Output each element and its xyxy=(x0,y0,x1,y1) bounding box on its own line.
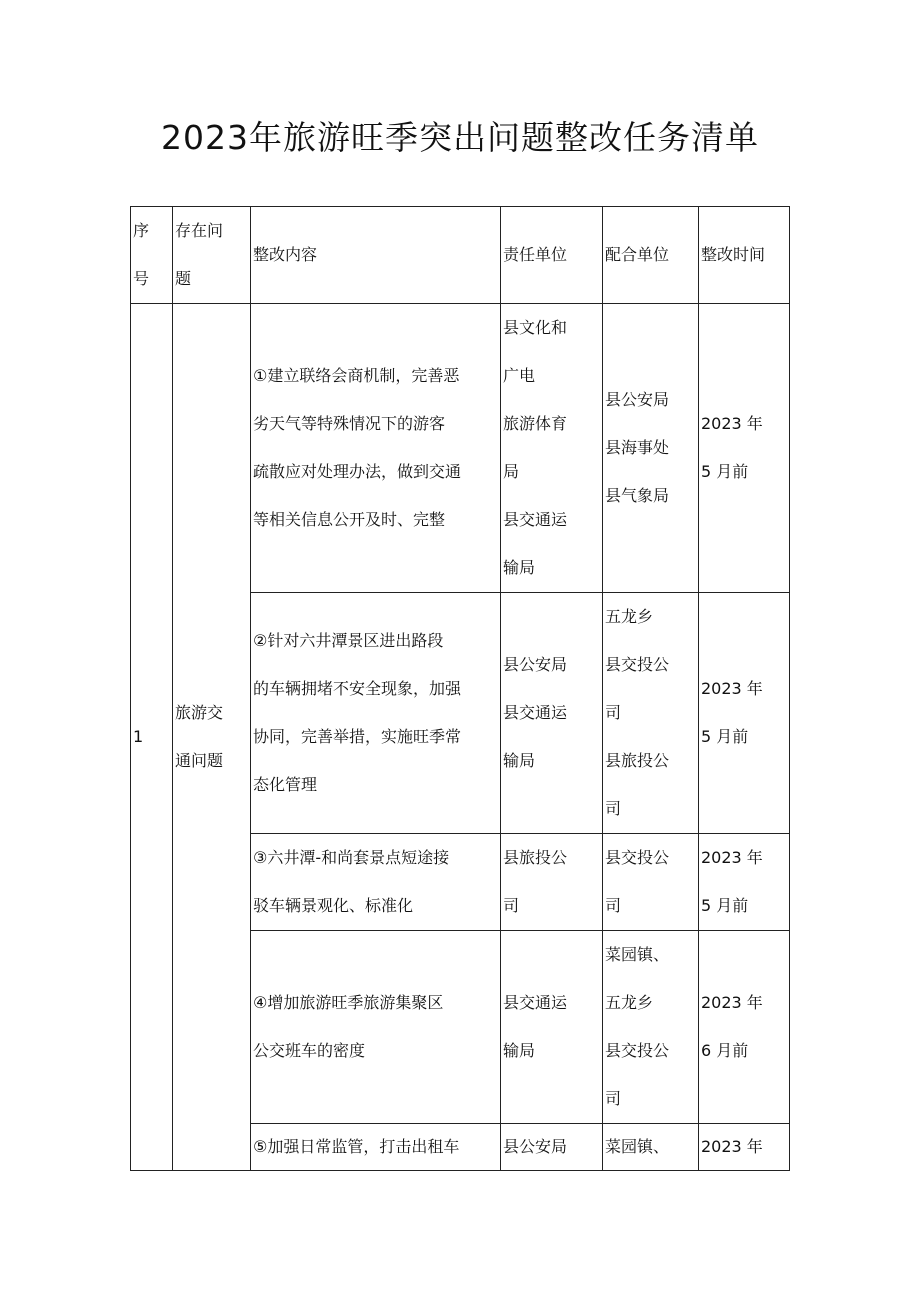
responsible-lines xyxy=(503,846,600,918)
cell-line: 序 xyxy=(133,221,150,240)
header-issue-lines xyxy=(175,219,248,291)
content-cell xyxy=(251,1124,501,1171)
cell-line: 2023 年 xyxy=(701,1137,763,1156)
cell-line: 配合单位 xyxy=(605,245,670,264)
header-cooperate-lines xyxy=(605,243,696,267)
deadline-cell xyxy=(699,1124,790,1171)
deadline-cell xyxy=(699,834,790,931)
cell-line: 局 xyxy=(503,462,520,481)
responsible-cell xyxy=(501,304,603,593)
cell-line: 司 xyxy=(503,896,520,915)
cell-line: 广电 xyxy=(503,366,536,385)
cell-line: 县交投公 xyxy=(605,655,670,674)
cooperate-lines xyxy=(605,388,696,508)
cell-line: 劣天气等特殊情况下的游客 xyxy=(253,414,446,433)
cell-line: 司 xyxy=(605,703,622,722)
cell-line: 5 月前 xyxy=(701,462,749,481)
cell-line: 县公安局 xyxy=(503,655,568,674)
content-cell xyxy=(251,834,501,931)
cell-line: 责任单位 xyxy=(503,245,568,264)
deadline-cell xyxy=(699,593,790,834)
cell-line: 县交投公 xyxy=(605,848,670,867)
cell-line: 菜园镇、 xyxy=(605,1137,670,1156)
cooperate-lines xyxy=(605,1135,696,1159)
header-seq-lines xyxy=(133,219,170,291)
cell-line: 2023 年 xyxy=(701,848,763,867)
cooperate-lines xyxy=(605,846,696,918)
responsible-lines xyxy=(503,653,600,773)
deadline-lines xyxy=(701,991,787,1063)
responsible-lines xyxy=(503,316,600,580)
deadline-lines xyxy=(701,412,787,484)
content-lines xyxy=(253,364,498,532)
cell-line: 2023 年 xyxy=(701,993,763,1012)
cooperate-lines xyxy=(605,943,696,1111)
header-row xyxy=(131,207,790,304)
cell-line: 驳车辆景观化、标准化 xyxy=(253,896,414,915)
cell-line: 通问题 xyxy=(175,751,224,770)
content-lines xyxy=(253,629,498,797)
header-cooperate xyxy=(603,207,699,304)
header-deadline-lines xyxy=(701,243,787,267)
deadline-cell xyxy=(699,931,790,1124)
cell-line: 县旅投公 xyxy=(605,751,670,770)
header-seq xyxy=(131,207,173,304)
cell-line: 旅游交 xyxy=(175,703,224,722)
cell-line: 存在问 xyxy=(175,221,224,240)
content-cell xyxy=(251,931,501,1124)
header-content-lines xyxy=(253,243,498,267)
cell-line: 等相关信息公开及时、完整 xyxy=(253,510,446,529)
header-content xyxy=(251,207,501,304)
cooperate-cell xyxy=(603,1124,699,1171)
cell-line: 司 xyxy=(605,896,622,915)
cell-line: 司 xyxy=(605,1089,622,1108)
cell-line: 公交班车的密度 xyxy=(253,1041,366,1060)
cell-line: 题 xyxy=(175,269,192,288)
deadline-cell xyxy=(699,304,790,593)
cell-line: 态化管理 xyxy=(253,775,318,794)
task-table xyxy=(130,206,790,1171)
cell-line: 县交通运 xyxy=(503,993,568,1012)
responsible-cell xyxy=(501,1124,603,1171)
page-title: 2023年旅游旺季突出问题整改任务清单 xyxy=(161,118,759,157)
header-issue xyxy=(173,207,251,304)
content-lines xyxy=(253,991,498,1063)
cell-line: 整改内容 xyxy=(253,245,318,264)
responsible-cell xyxy=(501,931,603,1124)
cell-line: 输局 xyxy=(503,558,536,577)
cell-line: 6 月前 xyxy=(701,1041,749,1060)
responsible-cell xyxy=(501,593,603,834)
cell-line: ②针对六井潭景区进出路段 xyxy=(253,631,444,650)
cell-line: 五龙乡 xyxy=(605,607,654,626)
cell-line: 5 月前 xyxy=(701,896,749,915)
cell-line: ⑤加强日常监管，打击出租车 xyxy=(253,1137,460,1156)
cell-line: 旅游体育 xyxy=(503,414,568,433)
cell-line: 疏散应对处理办法，做到交通 xyxy=(253,462,462,481)
cell-line: ①建立联络会商机制，完善恶 xyxy=(253,366,460,385)
cell-line: ④增加旅游旺季旅游集聚区 xyxy=(253,993,444,1012)
responsible-lines xyxy=(503,1135,600,1159)
cooperate-cell xyxy=(603,931,699,1124)
cell-line: 输局 xyxy=(503,1041,536,1060)
cell-line: 县海事处 xyxy=(605,438,670,457)
cell-line: 县公安局 xyxy=(605,390,670,409)
cell-line: 2023 年 xyxy=(701,414,763,433)
content-cell xyxy=(251,304,501,593)
group-issue-cell xyxy=(173,304,251,1171)
cell-line: 县旅投公 xyxy=(503,848,568,867)
cell-line: 输局 xyxy=(503,751,536,770)
cell-line: 县文化和 xyxy=(503,318,568,337)
header-responsible xyxy=(501,207,603,304)
cell-line: 菜园镇、 xyxy=(605,945,670,964)
cell-line: ③六井潭-和尚套景点短途接 xyxy=(253,848,450,867)
deadline-lines xyxy=(701,677,787,749)
responsible-lines xyxy=(503,991,600,1063)
cell-line: 县交投公 xyxy=(605,1041,670,1060)
cell-line: 2023 年 xyxy=(701,679,763,698)
cell-line: 的车辆拥堵不安全现象，加强 xyxy=(253,679,462,698)
cell-line: 司 xyxy=(605,799,622,818)
header-deadline xyxy=(699,207,790,304)
cell-line: 五龙乡 xyxy=(605,993,654,1012)
group-seq: 1 xyxy=(133,727,144,746)
cell-line: 5 月前 xyxy=(701,727,749,746)
content-lines xyxy=(253,846,498,918)
responsible-cell xyxy=(501,834,603,931)
cell-line: 县气象局 xyxy=(605,486,670,505)
cooperate-cell xyxy=(603,834,699,931)
cell-line: 县交通运 xyxy=(503,703,568,722)
cell-line: 县公安局 xyxy=(503,1137,568,1156)
cell-line: 号 xyxy=(133,269,150,288)
deadline-lines xyxy=(701,1135,787,1159)
deadline-lines xyxy=(701,846,787,918)
cooperate-lines xyxy=(605,605,696,821)
cell-line: 县交通运 xyxy=(503,510,568,529)
header-responsible-lines xyxy=(503,243,600,267)
cooperate-cell xyxy=(603,304,699,593)
group-seq-cell xyxy=(131,304,173,1171)
content-cell xyxy=(251,593,501,834)
cell-line: 协同，完善举措，实施旺季常 xyxy=(253,727,462,746)
content-lines xyxy=(253,1135,498,1159)
cell-line: 整改时间 xyxy=(701,245,766,264)
group-issue-lines xyxy=(175,701,248,773)
table-row xyxy=(131,304,790,593)
cooperate-cell xyxy=(603,593,699,834)
